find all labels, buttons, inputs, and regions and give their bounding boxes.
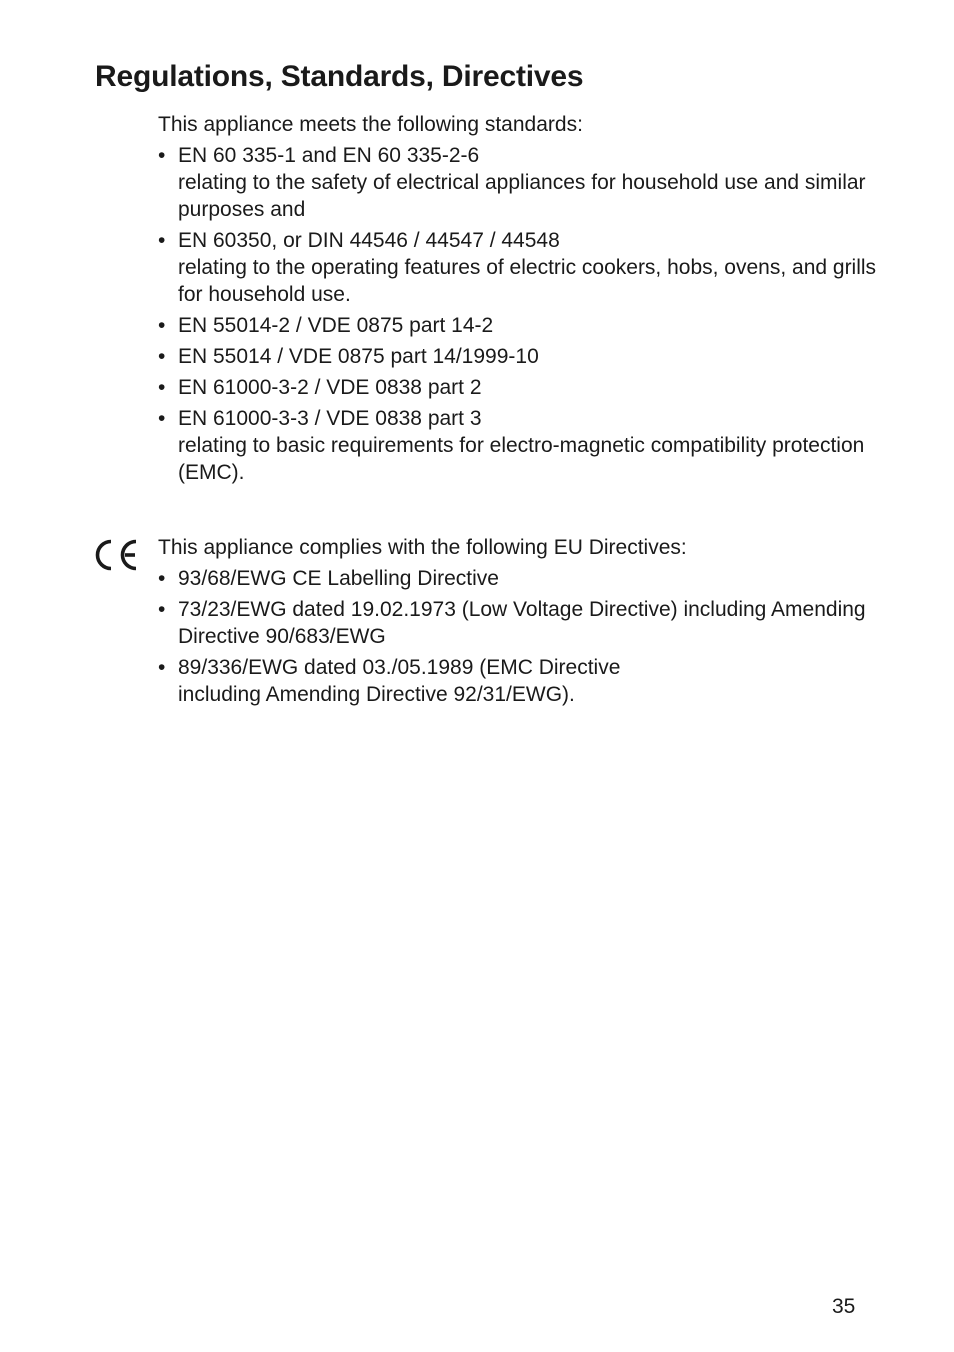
bullet: •	[158, 229, 166, 252]
directives-section	[158, 534, 878, 712]
item-title: 89/336/EWG dated 03./05.1989 (EMC Directive	[178, 656, 621, 679]
bullet: •	[158, 407, 166, 430]
item-title: EN 60350, or DIN 44546 / 44547 / 44548	[178, 229, 560, 252]
list-item	[158, 142, 878, 223]
list-item	[158, 654, 878, 708]
bullet: •	[158, 144, 166, 167]
bullet: •	[158, 376, 166, 399]
list-item	[158, 312, 878, 339]
item-title: EN 55014 / VDE 0875 part 14/1999-10	[178, 345, 539, 368]
list-item	[158, 374, 878, 401]
bullet: •	[158, 656, 166, 679]
bullet: •	[158, 314, 166, 337]
ce-mark-icon	[94, 538, 140, 572]
item-title: 93/68/EWG CE Labelling Directive	[178, 567, 499, 590]
bullet: •	[158, 598, 166, 621]
item-title: EN 61000-3-3 / VDE 0838 part 3	[178, 407, 482, 430]
page-heading: Regulations, Standards, Directives	[95, 60, 584, 93]
page-number: 35	[832, 1295, 856, 1318]
list-item	[158, 405, 878, 486]
item-title: 73/23/EWG dated 19.02.1973 (Low Voltage Directive) including Amending Directive 90/683/EWG	[178, 598, 866, 648]
bullet: •	[158, 567, 166, 590]
item-title: EN 55014-2 / VDE 0875 part 14-2	[178, 314, 494, 337]
list-item	[158, 565, 878, 592]
item-title: EN 60 335-1 and EN 60 335-2-6	[178, 144, 480, 167]
bullet: •	[158, 345, 166, 368]
standards-section	[158, 111, 878, 490]
list-item	[158, 596, 878, 650]
list-item	[158, 227, 878, 308]
item-description: including Amending Directive 92/31/EWG).	[178, 683, 575, 706]
directives-intro: This appliance complies with the following EU Directives:	[158, 536, 687, 559]
directives-list	[158, 565, 878, 708]
item-title: EN 61000-3-2 / VDE 0838 part 2	[178, 376, 482, 399]
item-description: relating to basic requirements for electro-magnetic compatibility protection (EMC).	[178, 434, 865, 484]
standards-intro: This appliance meets the following standards:	[158, 113, 583, 136]
item-description: relating to the safety of electrical appliances for household use and similar purposes and	[178, 171, 866, 221]
list-item	[158, 343, 878, 370]
standards-list	[158, 142, 878, 486]
item-description: relating to the operating features of electric cookers, hobs, ovens, and grills for household use.	[178, 256, 877, 306]
